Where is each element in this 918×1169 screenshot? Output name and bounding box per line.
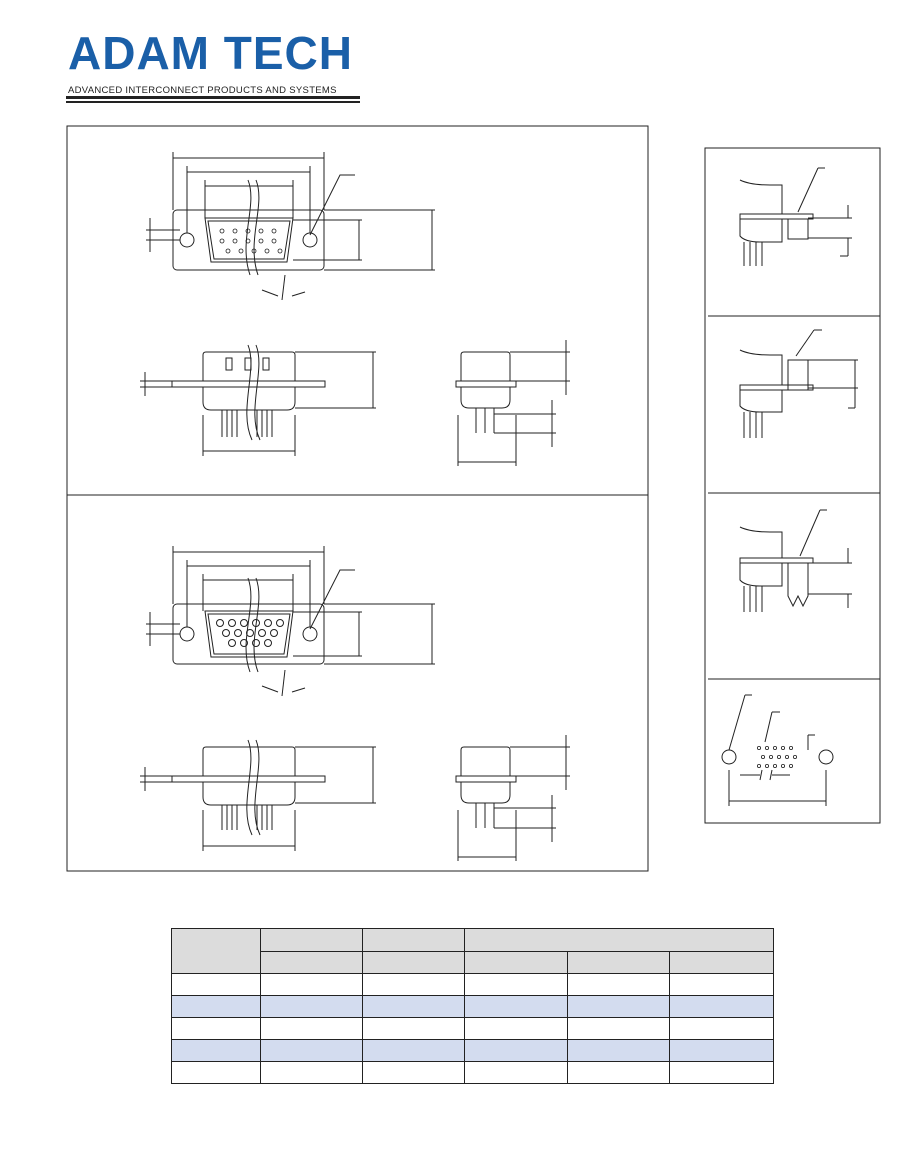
- table-row: [172, 1040, 774, 1062]
- end-view-top: [456, 340, 570, 466]
- table-header-cell: [465, 951, 568, 974]
- option-1-jackscrew: [740, 168, 852, 266]
- brand-name: ADAM TECH: [68, 27, 353, 79]
- front-view-bottom: [146, 546, 435, 696]
- table-header-cell: [568, 951, 670, 974]
- table-header-cell: [465, 929, 774, 952]
- spec-table: [171, 928, 774, 1084]
- table-header-cell: [261, 929, 363, 952]
- table-header-cell: [261, 951, 363, 974]
- option-3-boardlock: [740, 510, 852, 612]
- table-header-cell: [172, 929, 261, 974]
- table-row: [172, 1062, 774, 1084]
- table-header-cell: [363, 951, 465, 974]
- table-header-row: [172, 951, 774, 974]
- table-row: [172, 974, 774, 996]
- front-view-top: [146, 152, 435, 300]
- option-4-pcb-layout: [722, 695, 833, 806]
- brand-tagline: ADVANCED INTERCONNECT PRODUCTS AND SYSTEMS: [68, 85, 337, 96]
- end-view-bottom: [456, 735, 570, 861]
- main-drawing-frame: [67, 126, 648, 871]
- side-view-top: [140, 345, 376, 456]
- table-header-cell: [670, 951, 774, 974]
- table-row: [172, 1018, 774, 1040]
- side-view-bottom: [140, 740, 376, 851]
- options-frame: [705, 148, 880, 823]
- option-2-standoff: [740, 330, 858, 438]
- table-row: [172, 996, 774, 1018]
- table-header-cell: [363, 929, 465, 952]
- table-header-row: [172, 929, 774, 952]
